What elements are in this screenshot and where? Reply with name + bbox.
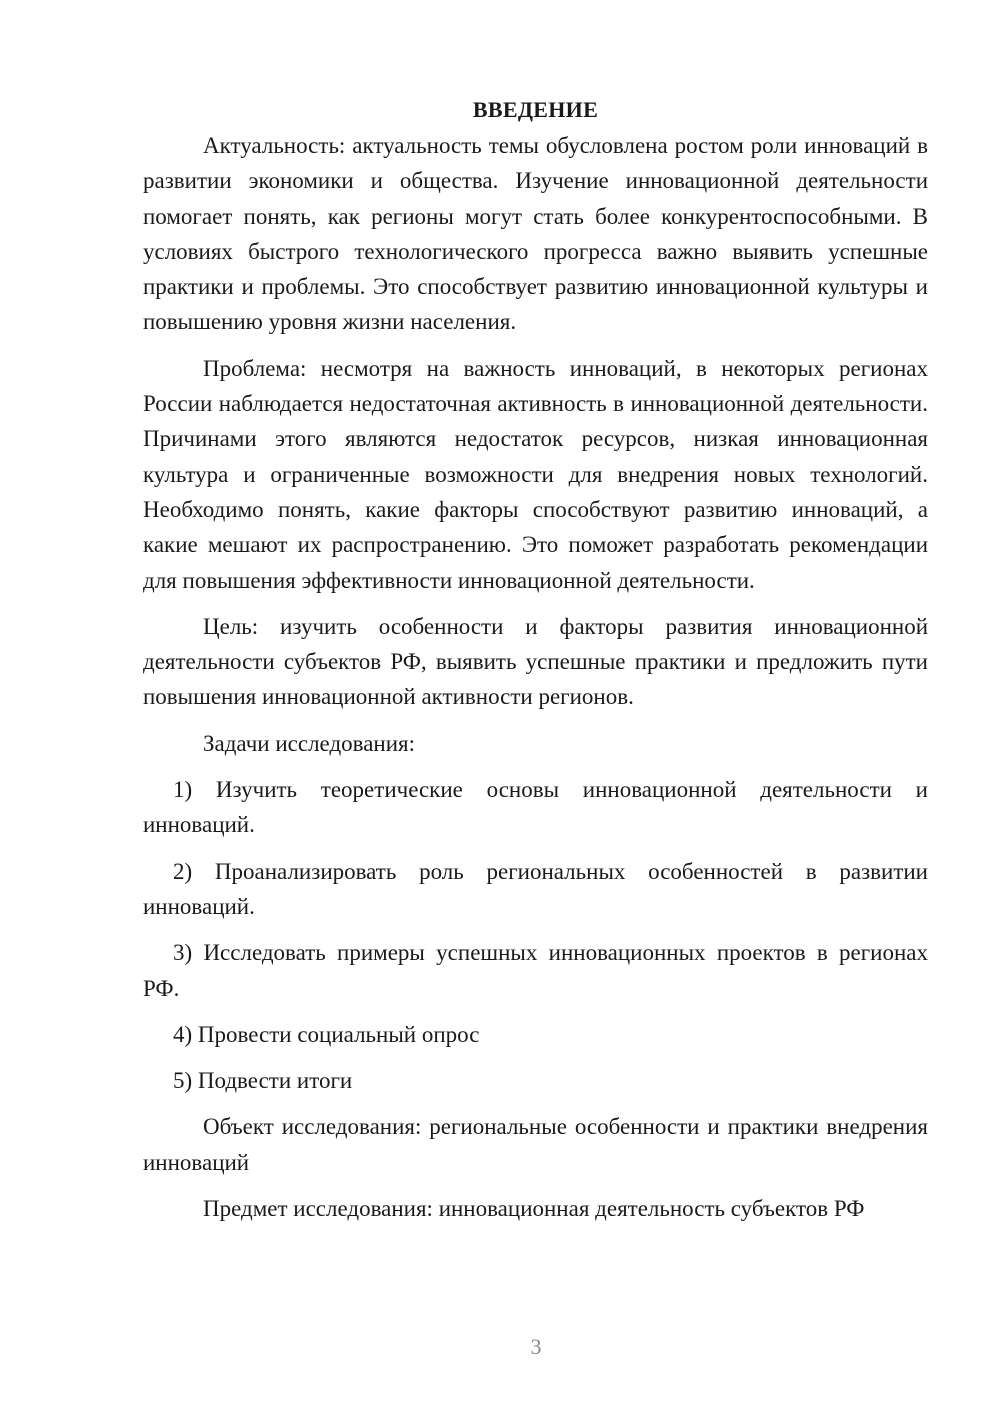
- paragraph-goal: Цель: изучить особенности и факторы развития инновационной деятельности субъектов РФ, выявить успешные практики и предложить пути повышения инновационной активности регионов.: [143, 613, 928, 710]
- list-item: 3) Исследовать примеры успешных инновационных проектов в регионах РФ.: [143, 940, 928, 1001]
- page-number: 3: [530, 1334, 542, 1359]
- tasks-heading: Задачи исследования:: [203, 730, 416, 756]
- list-item: 1) Изучить теоретические основы инновационной деятельности и инноваций.: [143, 777, 928, 838]
- paragraph-object: Объект исследования: региональные особенности и практики внедрения инноваций: [143, 1114, 928, 1175]
- list-item: 5) Подвести итоги: [173, 1068, 353, 1094]
- tasks-list: [143, 772, 928, 1098]
- section-title: ВВЕДЕНИЕ: [472, 97, 599, 122]
- paragraph-relevance: Актуальность: актуальность темы обусловлена ростом роли инноваций в развитии экономики и общества. Изучение инновационной деятельности помогает понять, как регионы могут стать более конкурентоспособными. В условиях быстрого технологического прогресса важно выявить успешные практики и проблемы. Это способствует развитию инновационной культуры и повышению уровня жизни населения.: [143, 133, 928, 335]
- page-content: [143, 94, 928, 1237]
- list-item: 4) Провести социальный опрос: [173, 1021, 480, 1047]
- list-item: 2) Проанализировать роль региональных особенностей в развитии инноваций.: [143, 858, 928, 919]
- paragraph-problem: Проблема: несмотря на важность инноваций, в некоторых регионах России наблюдается недостаточная активность в инновационной деятельности. Причинами этого являются недостаток ресурсов, низкая инновационная культура и ограниченные возможности для внедрения новых технологий. Необходимо понять, какие факторы способствуют развитию инноваций, а какие мешают их распространению. Это поможет разработать рекомендации для повышения эффективности инновационной деятельности.: [143, 355, 928, 593]
- paragraph-subject: Предмет исследования: инновационная деятельность субъектов РФ: [203, 1196, 865, 1222]
